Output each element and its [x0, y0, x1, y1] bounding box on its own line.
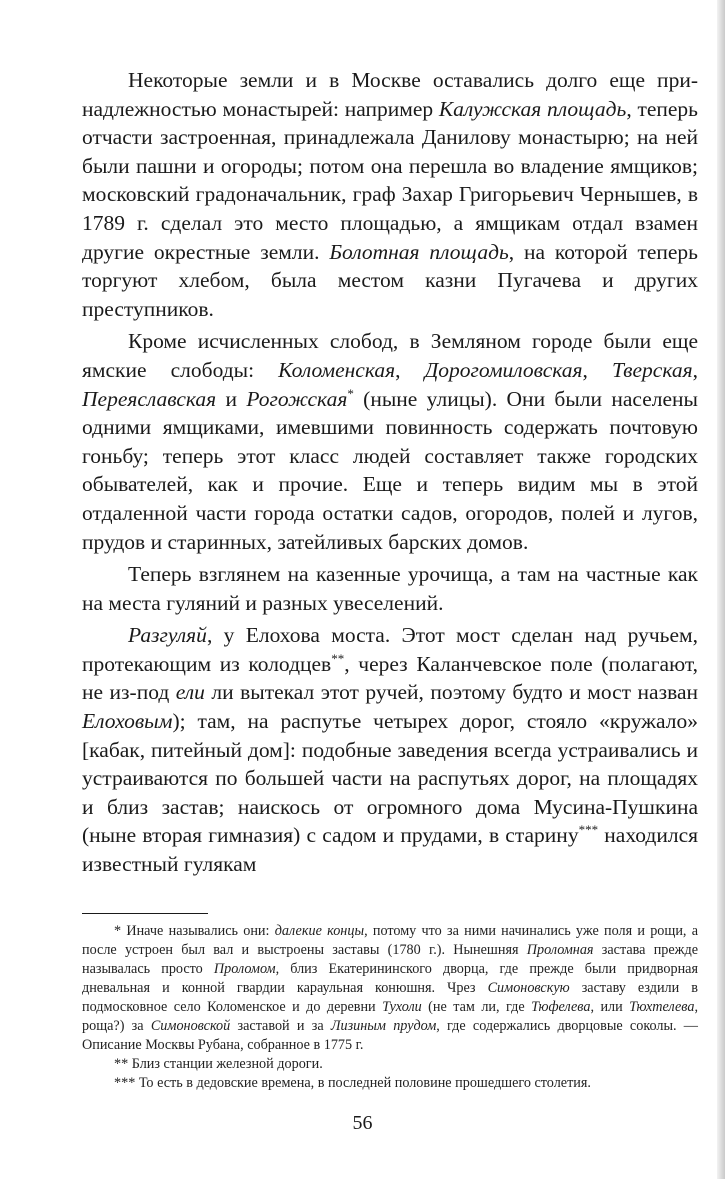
text-run: застава прежде называлась просто	[82, 941, 698, 977]
paragraph	[82, 66, 698, 323]
paragraph	[82, 560, 698, 617]
italic-text: Симоновской	[150, 1017, 231, 1034]
footnote-marker: ***	[578, 822, 599, 838]
footnote	[82, 1074, 698, 1093]
italic-text: Рогожская	[246, 386, 348, 411]
text-run: (не там ли, где	[421, 998, 532, 1015]
text-run: , на которой теперь торгуют хлебом, была местом казни Пугачева и других преступников.	[82, 239, 698, 321]
italic-text: далекие концы	[274, 922, 365, 939]
text-run: (ныне улицы). Они были населены одними ямщиками, имевшими повинность содержать почтовую гоньбу; теперь этот класс людей составляет также городских обывателей, как и прочие. Еще и теперь видим мы в этой отдаленной части города остатки садов, огородов, полей и лугов, прудов и старинных, затейливых барских домов.	[82, 386, 698, 554]
page-number: 56	[352, 1112, 373, 1134]
text-run: * Иначе назывались они:	[114, 922, 275, 939]
text-run: , где содержались дворцовые соколы. — Описание Москвы Рубана, собранное в 1775 г.	[82, 1017, 698, 1053]
italic-text: Елоховым	[82, 709, 173, 734]
text-run: ,	[582, 357, 612, 382]
italic-text: Коломенская	[278, 357, 396, 382]
italic-text: Тверская	[612, 357, 693, 382]
page-edge-shadow	[717, 0, 725, 1179]
text-run: Теперь взглянем на казенные урочища, а там на частные как на места гуляний и разных увеселений.	[82, 562, 698, 615]
footnote-marker: *	[347, 385, 354, 401]
italic-text: Симоновскую	[487, 979, 570, 996]
text-run: находился известный гулякам	[82, 823, 699, 877]
footnote	[82, 1055, 698, 1074]
footnotes	[82, 922, 698, 1093]
text-run: , близ Екатерининского дворца, где прежде были придворная дневальная и конной гвардии караульная конюшня. Чрез	[82, 960, 698, 996]
text-run: , у Елохова моста. Этот мост сделан над ручьем, протекающим из колодцев	[82, 623, 698, 676]
text-run: Некоторые земли и в Москве оставались долго еще принадлежностью монастырей: например	[82, 68, 698, 121]
text-run: Кроме исчисленных слобод, в Земляном городе были еще ямские слободы:	[82, 329, 698, 382]
text-run: , потому что за ними начинались уже поля и рощи, а после устроен был вал и выстроены заставы (1780 г.). Нынешняя	[82, 922, 699, 958]
italic-text: Разгуляй	[128, 623, 207, 648]
italic-text: Тюхтелева	[629, 998, 695, 1015]
footnote-divider	[82, 913, 208, 914]
text-run: , через Каланчевское поле (полагают, не из-под	[82, 651, 699, 705]
italic-text: ели	[175, 680, 205, 705]
italic-text: Переяславская	[82, 386, 217, 411]
text-run: *** То есть в дедовские времена, в последней половине прошедшего столетия.	[114, 1074, 591, 1091]
italic-text: Тухоли	[382, 998, 422, 1015]
main-text	[82, 66, 698, 879]
text-run: заставу ездили в подмосковное село Коломенское и до деревни	[82, 979, 698, 1015]
italic-text: Болотная площадь	[329, 239, 509, 264]
italic-text: Дорогомиловская	[424, 357, 583, 382]
text-run: ** Близ станции железной дороги.	[114, 1055, 323, 1072]
text-run: заставой и за	[230, 1017, 331, 1034]
book-page	[82, 66, 698, 1093]
text-run: , роща?) за	[82, 998, 698, 1034]
text-run: , теперь отчасти застроенная, принадлежала Данилову монастырю; на ней были пашни и огороды; потом она перешла во владение ямщиков; московский градоначальник, граф Захар Григорьевич Чернышев, в 1789 г. сделал это место площадью, а ямщикам отдал взамен другие окрестные земли.	[82, 96, 698, 264]
text-run: ); там, на распутье четырех дорог, стояло «кружало» [кабак, питейный дом]: подобные заведения всегда устраивались и устраиваются по большей части на распутьях дорог, на площадях и близ застав; наискось от огромного дома Мусина-Пушкина (ныне вторая гимназия) с садом и прудами, в старину	[82, 709, 698, 848]
italic-text: Тюфелева	[531, 998, 591, 1015]
italic-text: Калужская площадь	[438, 96, 627, 121]
italic-text: Проломная	[526, 941, 594, 958]
text-run: ,	[395, 357, 425, 382]
paragraph	[82, 621, 698, 878]
footnote	[82, 922, 698, 1055]
italic-text: Проломом	[213, 960, 276, 977]
text-run: ли вытекал этот ручей, поэтому будто и мост назван	[204, 680, 698, 705]
text-run: и	[216, 386, 247, 411]
text-run: ,	[692, 357, 698, 382]
text-run: , или	[590, 998, 630, 1015]
footnote-marker: **	[331, 650, 345, 666]
italic-text: Лизиным прудом	[330, 1017, 437, 1034]
paragraph	[82, 327, 698, 556]
